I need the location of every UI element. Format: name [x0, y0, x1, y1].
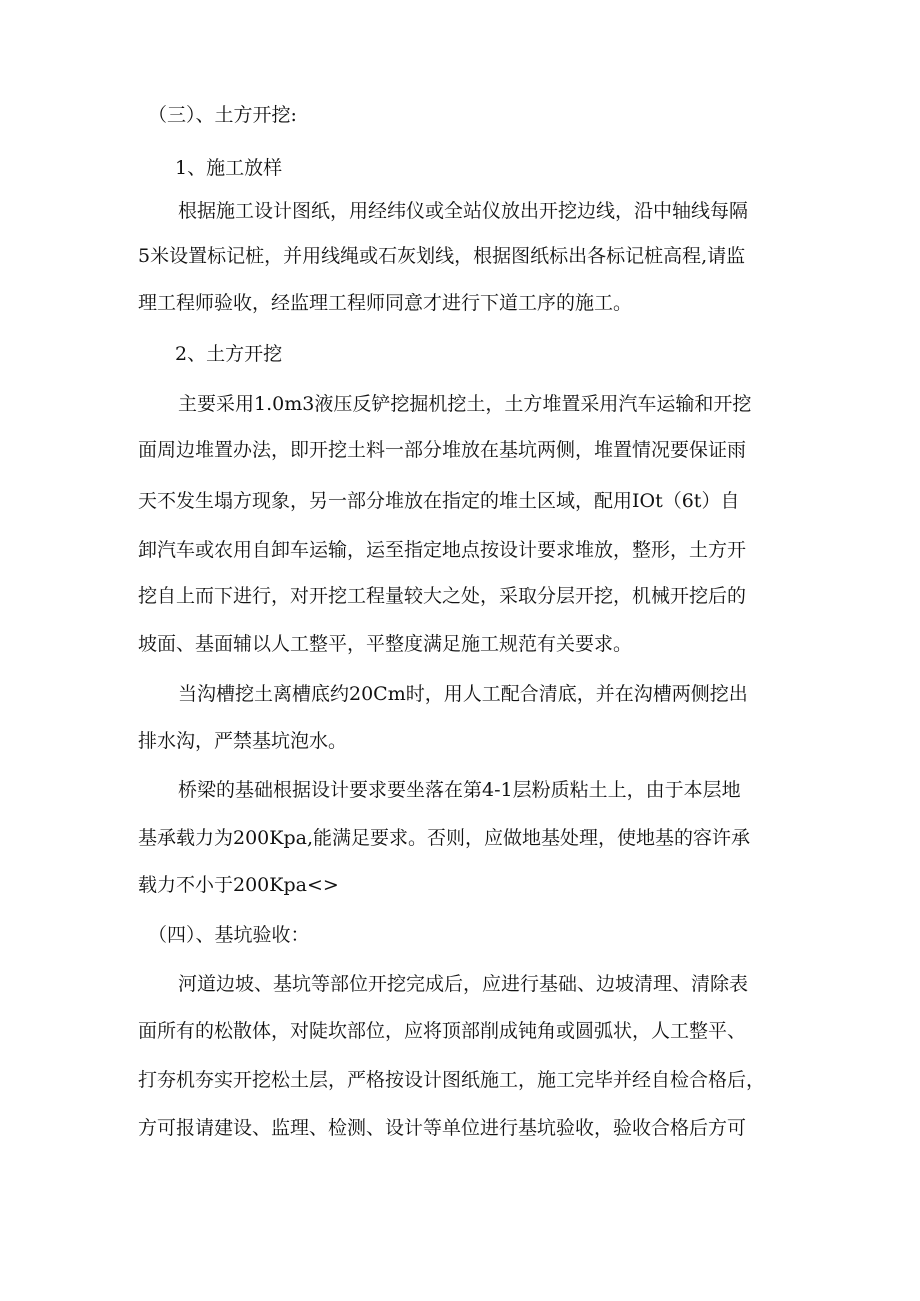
subheading-1: 1、施工放样: [175, 157, 283, 179]
paragraph-2-line-5: 挖自上而下进行，对开挖工程量较大之处，采取分层开挖，机械开挖后的: [138, 585, 747, 607]
paragraph-5-line-3: 打夯机夯实开挖松土层，严格按设计图纸施工，施工完毕并经自检合格后，: [138, 1069, 766, 1091]
paragraph-5-line-2: 面所有的松散体，对陡坎部位，应将顶部削成钝角或圆弧状，人工整平、: [138, 1020, 747, 1042]
paragraph-4-line-2: 基承载力为200Kpa,能满足要求。否则，应做地基处理，使地基的容许承: [138, 827, 750, 849]
paragraph-1-line-2: 5米设置标记桩，并用线绳或石灰划线，根据图纸标出各标记桩高程,请监: [138, 245, 746, 267]
paragraph-2-line-6: 坡面、基面辅以人工整平，平整度满足施工规范有关要求。: [138, 633, 633, 655]
paragraph-5-line-4: 方可报请建设、监理、检测、设计等单位进行基坑验收，验收合格后方可: [138, 1117, 747, 1139]
paragraph-2-line-4: 卸汽车或农用自卸车运输，运至指定地点按设计要求堆放，整形，土方开: [138, 539, 747, 561]
paragraph-2-line-2: 面周边堆置办法，即开挖土料一部分堆放在基坑两侧，堆置情况要保证雨: [138, 439, 747, 461]
paragraph-1-line-3: 理工程师验收，经监理工程师同意才进行下道工序的施工。: [138, 292, 633, 314]
paragraph-4-line-1: 桥梁的基础根据设计要求要坐落在第4-1层粉质粘土上，由于本层地: [178, 779, 741, 801]
subheading-2: 2、土方开挖: [175, 343, 283, 365]
paragraph-3-line-1: 当沟槽挖土离槽底约20Cm时，用人工配合清底，并在沟槽两侧挖出: [178, 683, 748, 705]
paragraph-4-line-3: 载力不小于200Kpa<>: [138, 874, 339, 896]
paragraph-2-line-1: 主要采用1.0m3液压反铲挖掘机挖土，土方堆置采用汽车运输和开挖: [178, 393, 752, 415]
paragraph-5-line-1: 河道边坡、基坑等部位开挖完成后，应进行基础、边坡清理、清除表: [178, 973, 749, 995]
paragraph-2-line-3: 天不发生塌方现象，另一部分堆放在指定的堆土区域，配用IOt（6t）自: [138, 490, 740, 512]
paragraph-3-line-2: 排水沟，严禁基坑泡水。: [138, 730, 348, 752]
paragraph-1-line-1: 根据施工设计图纸，用经纬仪或全站仪放出开挖边线，沿中轴线每隔: [178, 200, 749, 222]
section-heading-3: （三）、土方开挖:: [148, 104, 297, 126]
section-heading-4: （四）、基坑验收：: [148, 924, 310, 946]
